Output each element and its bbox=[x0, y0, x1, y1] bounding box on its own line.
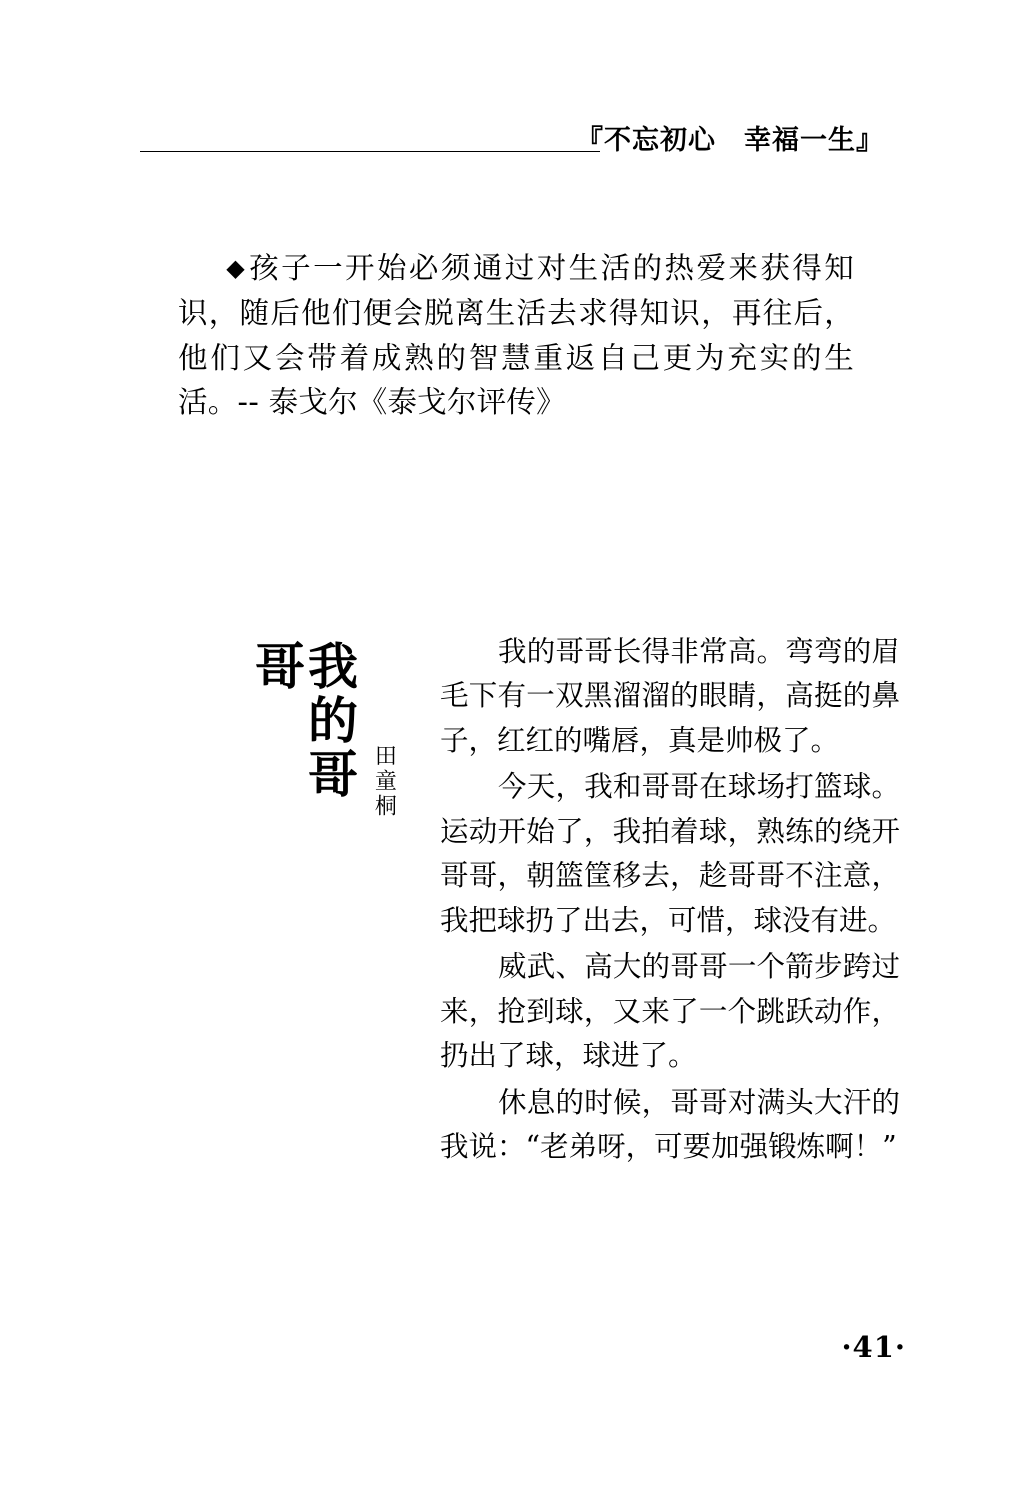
epigraph-block bbox=[178, 246, 854, 425]
page-header bbox=[140, 112, 884, 158]
article-heading-group bbox=[247, 640, 397, 850]
article-paragraph: 我的哥哥长得非常高。弯弯的眉毛下有一双黑溜溜的眼睛，高挺的鼻子，红红的嘴唇，真是帅极了。 bbox=[440, 635, 900, 757]
article-paragraph: 今天，我和哥哥在球场打篮球。运动开始了，我拍着球，熟练的绕开哥哥，朝篮筐移去，趁哥哥不注意，我把球扔了出去，可惜，球没有进。 bbox=[440, 770, 900, 937]
article-author-vertical: 田童桐 bbox=[371, 744, 397, 819]
article-paragraph: 威武、高大的哥哥一个箭步跨过来，抢到球，又来了一个跳跃动作，扔出了球，球进了。 bbox=[440, 950, 900, 1073]
article-block bbox=[140, 630, 900, 1310]
article-paragraph: 休息的时候，哥哥对满头大汗的我说：“老弟呀，可要加强锻炼啊！” bbox=[440, 1085, 900, 1163]
epigraph-text: 孩子一开始必须通过对生活的热爱来获得知识，随后他们便会脱离生活去求得知识，再往后，他们又会带着成熟的智慧重返自己更为充实的生活。-- 泰戈尔《泰戈尔评传》 bbox=[178, 251, 854, 420]
article-body bbox=[440, 630, 900, 1171]
diamond-bullet-icon: ◆ bbox=[224, 254, 248, 282]
header-rule-line bbox=[140, 151, 600, 152]
page-number: ·41· bbox=[841, 1330, 906, 1364]
header-title: 『不忘初心 幸福一生』 bbox=[576, 125, 884, 157]
article-title-vertical: 我的哥哥 bbox=[247, 640, 359, 802]
